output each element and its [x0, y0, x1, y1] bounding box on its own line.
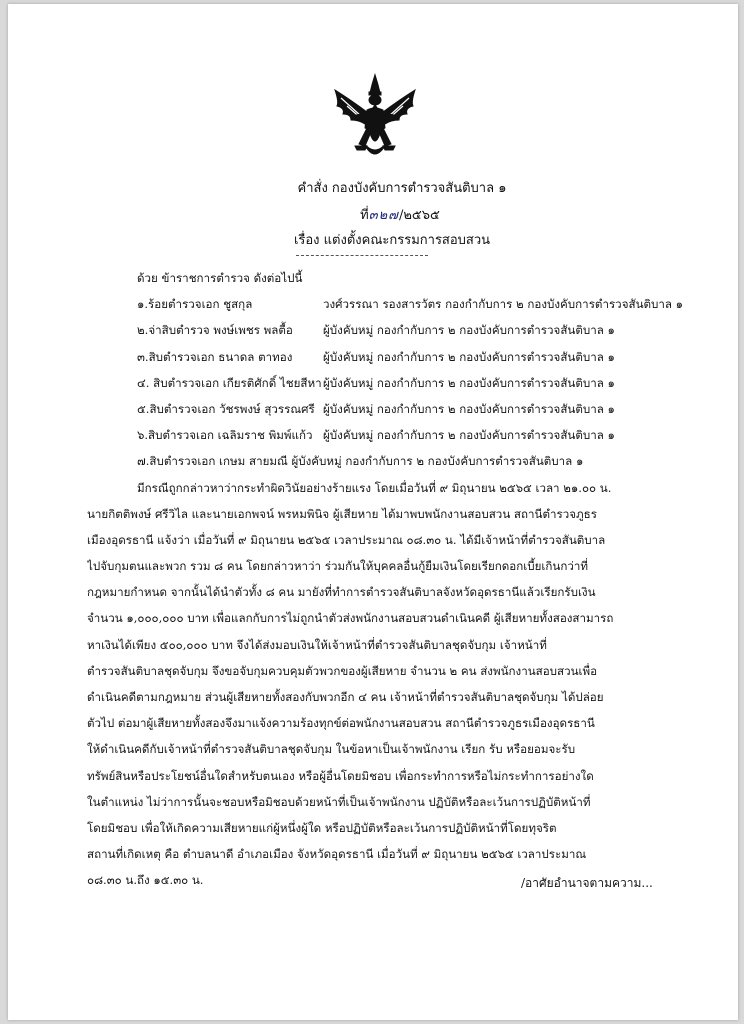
paragraph-line: ในตำแหน่ง ไม่ว่าการนั้นจะชอบหรือมิชอบด้วยหน้าที่เป็นเจ้าพนักงาน ปฏิบัติหรือละเว้นการปฏิบัติหน้าที่ [87, 794, 591, 809]
paragraph-line: ไปจับกุมตนและพวก รวม ๘ คน โดยกล่าวหาว่า ร่วมกันให้บุคคลอื่นกู้ยืมเงินโดยเรียกดอกเบี้ยเกินกว่าที่ [87, 559, 588, 574]
order-number-suffix: /๒๕๖๕ [398, 208, 440, 223]
paragraph-line: จำนวน ๑,๐๐๐,๐๐๐ บาท เพื่อแลกกับการไม่ถูกนำตัวส่งพนักงานสอบสวนดำเนินคดี ผู้เสียหายทั้งสองสามารถ [87, 611, 614, 626]
paragraph-line: สถานที่เกิดเหตุ คือ ตำบลนาดี อำเภอเมือง จังหวัดอุดรธานี เมื่อวันที่ ๙ มิถุนายน ๒๕๖๕ เวลาประมาณ [87, 847, 587, 862]
case-paragraph [87, 475, 687, 894]
member-role: ผู้บังคับหมู่ กองกำกับการ ๒ กองบังคับการตำรวจสันติบาล ๑ [323, 323, 615, 338]
member-name: ๕.สิบตำรวจเอก วัชรพงษ์ สุวรรณศรี [137, 401, 315, 416]
paragraph-line: ให้ดำเนินคดีกับเจ้าหน้าที่ตำรวจสันติบาลชุดจับกุม ในข้อหาเป็นเจ้าพนักงาน เรียก รับ หรือยอมจะรับ [87, 742, 576, 757]
order-number [0, 204, 744, 225]
member-name: ๓.สิบตำรวจเอก ธนาดล ตาทอง [137, 349, 293, 364]
paragraph-line: เมืองอุดรธานี แจ้งว่า เมื่อวันที่ ๙ มิถุนายน ๒๕๖๕ เวลาประมาณ ๐๘.๓๐ น. ได้มีเจ้าหน้าที่ตำรวจสันติบาล [87, 532, 606, 547]
order-issuer: คำสั่ง กองบังคับการตำรวจสันติบาล ๑ [297, 181, 507, 196]
continuation-note: /อาศัยอำนาจตามความ... [521, 876, 653, 890]
garuda-emblem-icon [329, 72, 421, 166]
member-role: ผู้บังคับหมู่ กองกำกับการ ๒ กองบังคับการตำรวจสันติบาล ๑ [323, 349, 615, 364]
member-role: ผู้บังคับหมู่ กองกำกับการ ๒ กองบังคับการตำรวจสันติบาล ๑ [323, 375, 615, 390]
paragraph-line: มีกรณีถูกกล่าวหาว่ากระทำผิดวินัยอย่างร้ายแรง โดยเมื่อวันที่ ๙ มิถุนายน ๒๕๖๕ เวลา ๒๑.๐๐ น. [137, 480, 612, 495]
member-name: ๗.สิบตำรวจเอก เกษม สายมณี ผู้บังคับหมู่ กองกำกับการ ๒ กองบังคับการตำรวจสันติบาล ๑ [137, 454, 584, 469]
member-role: วงศ์วรรณา รองสารวัตร กองกำกับการ ๒ กองบังคับการตำรวจสันติบาล ๑ [323, 297, 684, 312]
member-row [87, 422, 687, 448]
paragraph-line: กฎหมายกำหนด จากนั้นได้นำตัวทั้ง ๘ คน มายังที่ทำการตำรวจสันติบาลจังหวัดอุดรธานีแล้วเรียกรับเงิน [87, 585, 596, 600]
paragraph-line: ทรัพย์สินหรือประโยชน์อื่นใดสำหรับตนเอง หรือผู้อื่นโดยมิชอบ เพื่อกระทำการหรือไม่กระทำการอย่างใด [87, 768, 594, 783]
member-row [87, 396, 687, 422]
paragraph-line: ตำรวจสันติบาลชุดจับกุม จึงขอจับกุมควบคุมตัวพวกของผู้เสียหาย จำนวน ๒ คน ส่งพนักงานสอบสวนเพื่อ [87, 663, 598, 678]
order-number-handwritten: ๓๒๗ [368, 208, 399, 223]
member-name: ๔. สิบตำรวจเอก เกียรติศักดิ์ ไชยสีหา [137, 375, 322, 390]
paragraph-line: โดยมิชอบ เพื่อให้เกิดความเสียหายแก่ผู้หนึ่งผู้ใด หรือปฏิบัติหรือละเว้นการปฏิบัติหน้าที่โดยทุจริต [87, 820, 557, 835]
paragraph-line: ๐๘.๓๐ น.ถึง ๑๕.๓๐ น. [87, 873, 204, 888]
member-name: ๑.ร้อยตำรวจเอก ชูสกุล [137, 297, 253, 312]
member-row [87, 344, 687, 370]
member-role: ผู้บังคับหมู่ กองกำกับการ ๒ กองบังคับการตำรวจสันติบาล ๑ [323, 401, 615, 416]
member-list [87, 291, 687, 474]
paragraph-line: หาเงินได้เพียง ๕๐๐,๐๐๐ บาท จึงได้ส่งมอบเงินให้เจ้าหน้าที่ตำรวจสันติบาลชุดจับกุม เจ้าหน้าที่ [87, 637, 547, 652]
member-name: ๒.จ่าสิบตำรวจ พงษ์เพชร พลตื้อ [137, 323, 293, 338]
order-number-prefix: ที่ [360, 208, 369, 223]
paragraph-line: นายกิตติพงษ์ ศรีวิไล และนายเอกพจน์ พรหมพินิจ ผู้เสียหาย ได้มาพบพนักงานสอบสวน สถานีตำรวจภูธร [87, 506, 597, 521]
document-body [87, 265, 687, 894]
member-row [87, 317, 687, 343]
paragraph-line: ตัวไป ต่อมาผู้เสียหายทั้งสองจึงมาแจ้งความร้องทุกข์ต่อพนักงานสอบสวน สถานีตำรวจภูธรเมืองอุดรธานี [87, 716, 595, 731]
member-row [87, 370, 687, 396]
paragraph-line: ดำเนินคดีตามกฎหมาย ส่วนผู้เสียหายทั้งสองกับพวกอีก ๔ คน เจ้าหน้าที่ตำรวจสันติบาลชุดจับกุม ได้ปล่อย [87, 690, 604, 704]
member-row [87, 291, 687, 317]
header-divider [296, 255, 428, 256]
member-name: ๖.สิบตำรวจเอก เฉลิมราช พิมพ์แก้ว [137, 428, 313, 443]
order-subject: เรื่อง แต่งตั้งคณะกรรมการสอบสวน [293, 233, 491, 248]
member-row [87, 448, 687, 474]
member-role: ผู้บังคับหมู่ กองกำกับการ ๒ กองบังคับการตำรวจสันติบาล ๑ [323, 428, 615, 443]
intro-line: ด้วย ข้าราชการตำรวจ ดังต่อไปนี้ [137, 271, 303, 285]
